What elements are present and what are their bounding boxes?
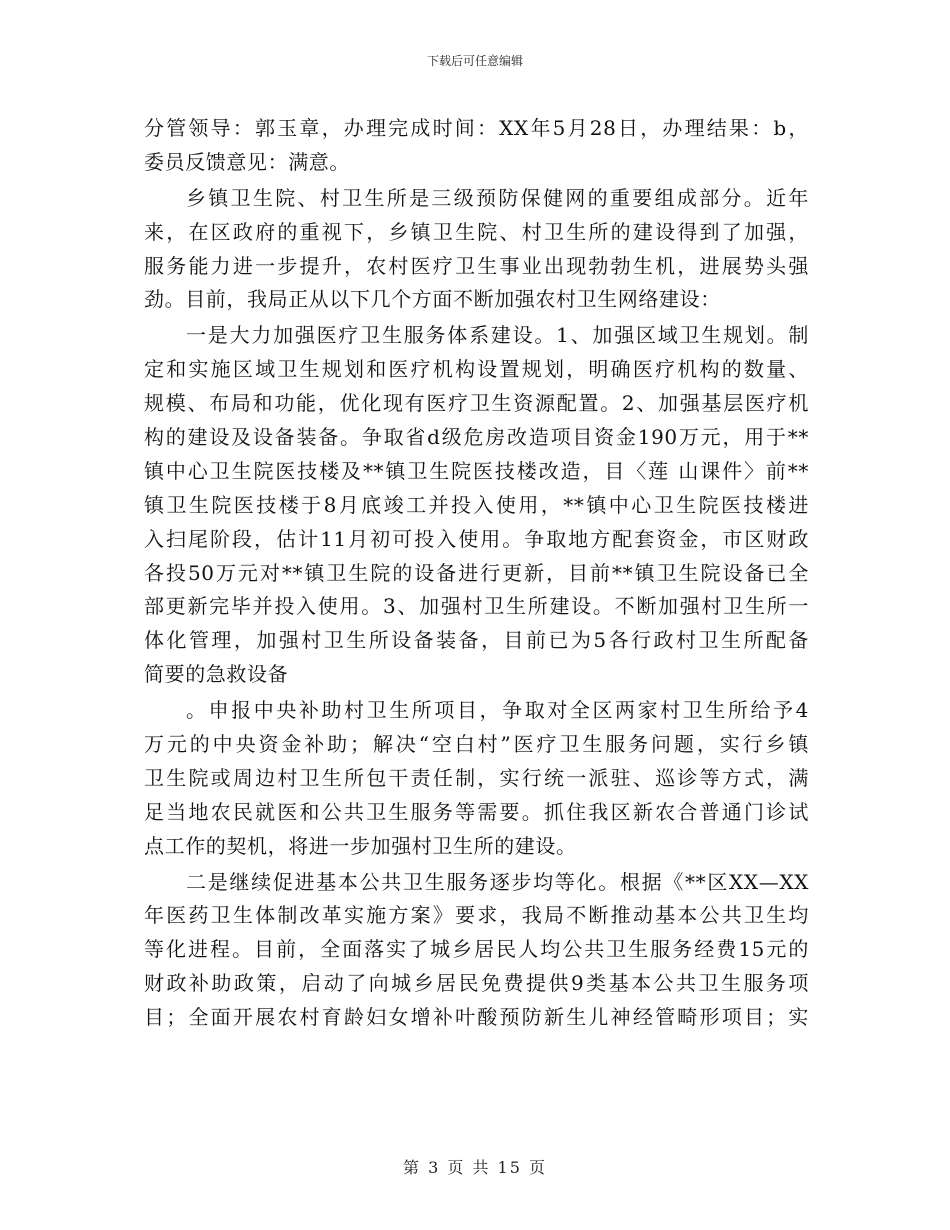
- paragraph-first-line: 二是继续促进基本公共卫生服务逐步均等化。根据《**区XX—XX: [186, 869, 809, 894]
- text-line: 点工作的契机，将进一步加强村卫生所的建设。: [144, 833, 577, 858]
- text-line: 目；全面开展农村育龄妇女增补叶酸预防新生儿神经管畸形项目；实: [144, 1005, 809, 1030]
- text-line: 部更新完毕并投入使用。3、加强村卫生所建设。不断加强村卫生所一: [144, 594, 809, 619]
- text-line: 构的建设及设备装备。争取省d级危房改造项目资金190万元，用于**: [144, 425, 809, 450]
- text-line: 体化管理，加强村卫生所设备装备，目前已为5各行政村卫生所配备: [144, 628, 809, 653]
- text-line: 规模、布局和功能，优化现有医疗卫生资源配置。2、加强基层医疗机: [144, 391, 809, 416]
- page-footer: 第 3 页 共 15 页: [403, 1158, 547, 1177]
- text-line: 服务能力进一步提升，农村医疗卫生事业出现勃勃生机，进展势头强: [144, 253, 809, 278]
- text-line: 年医药卫生体制改革实施方案》要求，我局不断推动基本公共卫生均: [144, 903, 809, 928]
- text-line: 各投50万元对**镇卫生院的设备进行更新，目前**镇卫生院设备已全: [144, 560, 809, 585]
- text-line: 委员反馈意见：满意。: [144, 149, 350, 174]
- text-line: 镇中心卫生院医技楼及**镇卫生院医技楼改造，目〈莲 山课件〉前**: [144, 458, 809, 483]
- text-line: 万元的中央资金补助；解决“空白村”医疗卫生服务问题，实行乡镇: [144, 732, 809, 757]
- text-line: 足当地农民就医和公共卫生服务等需要。抓住我区新农合普通门诊试: [144, 799, 809, 824]
- text-line: 等化进程。目前，全面落实了城乡居民人均公共卫生服务经费15元的: [144, 937, 809, 962]
- text-line: 定和实施区域卫生规划和医疗机构设置规划，明确医疗机构的数量、: [144, 357, 809, 382]
- paragraph-first-line: 。申报中央补助村卫生所项目，争取对全区两家村卫生所给予4: [186, 698, 809, 723]
- text-line: 简要的急救设备: [144, 662, 289, 687]
- page-header: 下载后可任意编辑: [426, 54, 523, 68]
- text-line: 劲。目前，我局正从以下几个方面不断加强农村卫生网络建设：: [144, 287, 721, 312]
- paragraph-first-line: 一是大力加强医疗卫生服务体系建设。1、加强区域卫生规划。制: [186, 323, 809, 348]
- paragraph-first-line: 乡镇卫生院、村卫生所是三级预防保健网的重要组成部分。近年: [186, 185, 809, 210]
- text-line: 卫生院或周边村卫生所包干责任制，实行统一派驻、巡诊等方式，满: [144, 765, 809, 790]
- text-line: 入扫尾阶段，估计11月初可投入使用。争取地方配套资金，市区财政: [144, 526, 809, 551]
- text-line: 分管领导：郭玉章，办理完成时间：XX年5月28日，办理结果：b，: [144, 116, 809, 140]
- text-line: 来，在区政府的重视下，乡镇卫生院、村卫生所的建设得到了加强，: [144, 219, 809, 244]
- document-body: [144, 112, 809, 1035]
- text-line: 镇卫生院医技楼于8月底竣工并投入使用，**镇中心卫生院医技楼进: [144, 492, 809, 517]
- text-line: 财政补助政策，启动了向城乡居民免费提供9类基本公共卫生服务项: [144, 971, 809, 996]
